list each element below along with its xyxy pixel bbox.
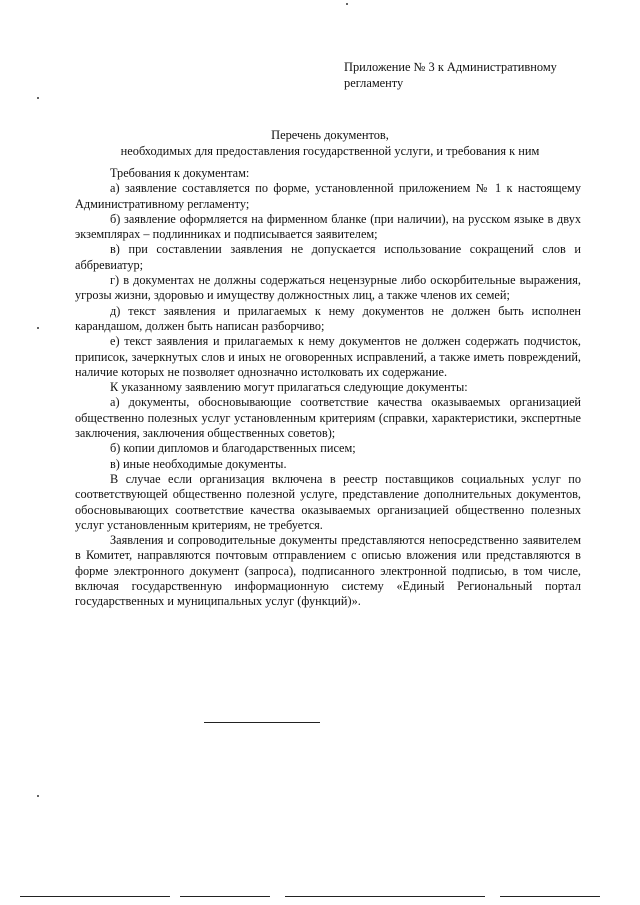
paragraph: Требования к документам: [110, 166, 250, 180]
paragraph: Заявления и сопроводительные документы представляются непосредственно заявителем в Комитет, направляются почтовым отправлением с описью вложения или представляются в форме электронного документ (запроса), подписанного электронной подписью, в том числе, включая государственную информационную систему «Единый Региональный портал государственных и муниципальных услуг (функций)». [75, 533, 581, 609]
paragraph: г) в документах не должны содержаться нецензурные либо оскорбительные выражения, угрозы жизни, здоровью и имуществу должностных лиц, а также членов их семей; [75, 273, 581, 303]
scan-speck [37, 795, 39, 797]
scan-speck [37, 97, 39, 99]
paragraph: В случае если организация включена в реестр поставщиков социальных услуг по соответствующей общественно полезной услуге, представление дополнительных документов, обосновывающих соответствие качества оказываемых организацией общественно полезных услуг установленным критериям, не требуется. [75, 471, 581, 532]
scan-speck [346, 3, 348, 5]
paragraph: а) документы, обосновывающие соответствие качества оказываемых организацией общественно полезных услуг установленным критериям (справки, характеристики, экспертные заключения, заключения общественных советов); [75, 395, 581, 441]
paragraph: в) иные необходимые документы. [110, 456, 287, 471]
paragraph: д) текст заявления и прилагаемых к нему документов не должен быть исполнен карандашом, должен быть написан разборчиво; [75, 303, 581, 333]
scan-speck [37, 327, 39, 329]
signature-divider [204, 722, 320, 723]
appendix-line-2: регламенту [344, 76, 404, 90]
paragraph: б) копии дипломов и благодарственных писем; [110, 441, 356, 456]
document-title [70, 127, 590, 159]
paragraph: в) при составлении заявления не допускается использование сокращений слов и аббревиатур; [75, 242, 581, 272]
title-line-1: Перечень документов, [271, 128, 389, 142]
appendix-header [344, 59, 594, 91]
paragraph: а) заявление составляется по форме, установленной приложением № 1 к настоящему Административному регламенту; [75, 181, 581, 211]
document-body [75, 166, 581, 610]
title-line-2: необходимых для предоставления государственной услуги, и требования к ним [120, 144, 540, 158]
paragraph: е) текст заявления и прилагаемых к нему документов не должен содержать подчисток, приписок, зачеркнутых слов и иных не оговоренных исправлений, а также иметь повреждений, наличие которых не позволяет однозначно истолковать их содержание. [75, 334, 581, 379]
appendix-line-1: Приложение № 3 к Административному [344, 60, 557, 74]
paragraph: б) заявление оформляется на фирменном бланке (при наличии), на русском языке в двух экземплярах – подлинниках и подписывается заявителем; [75, 211, 581, 242]
paragraph: К указанному заявлению могут прилагаться следующие документы: [110, 380, 468, 395]
scan-bottom-edge [0, 896, 640, 900]
